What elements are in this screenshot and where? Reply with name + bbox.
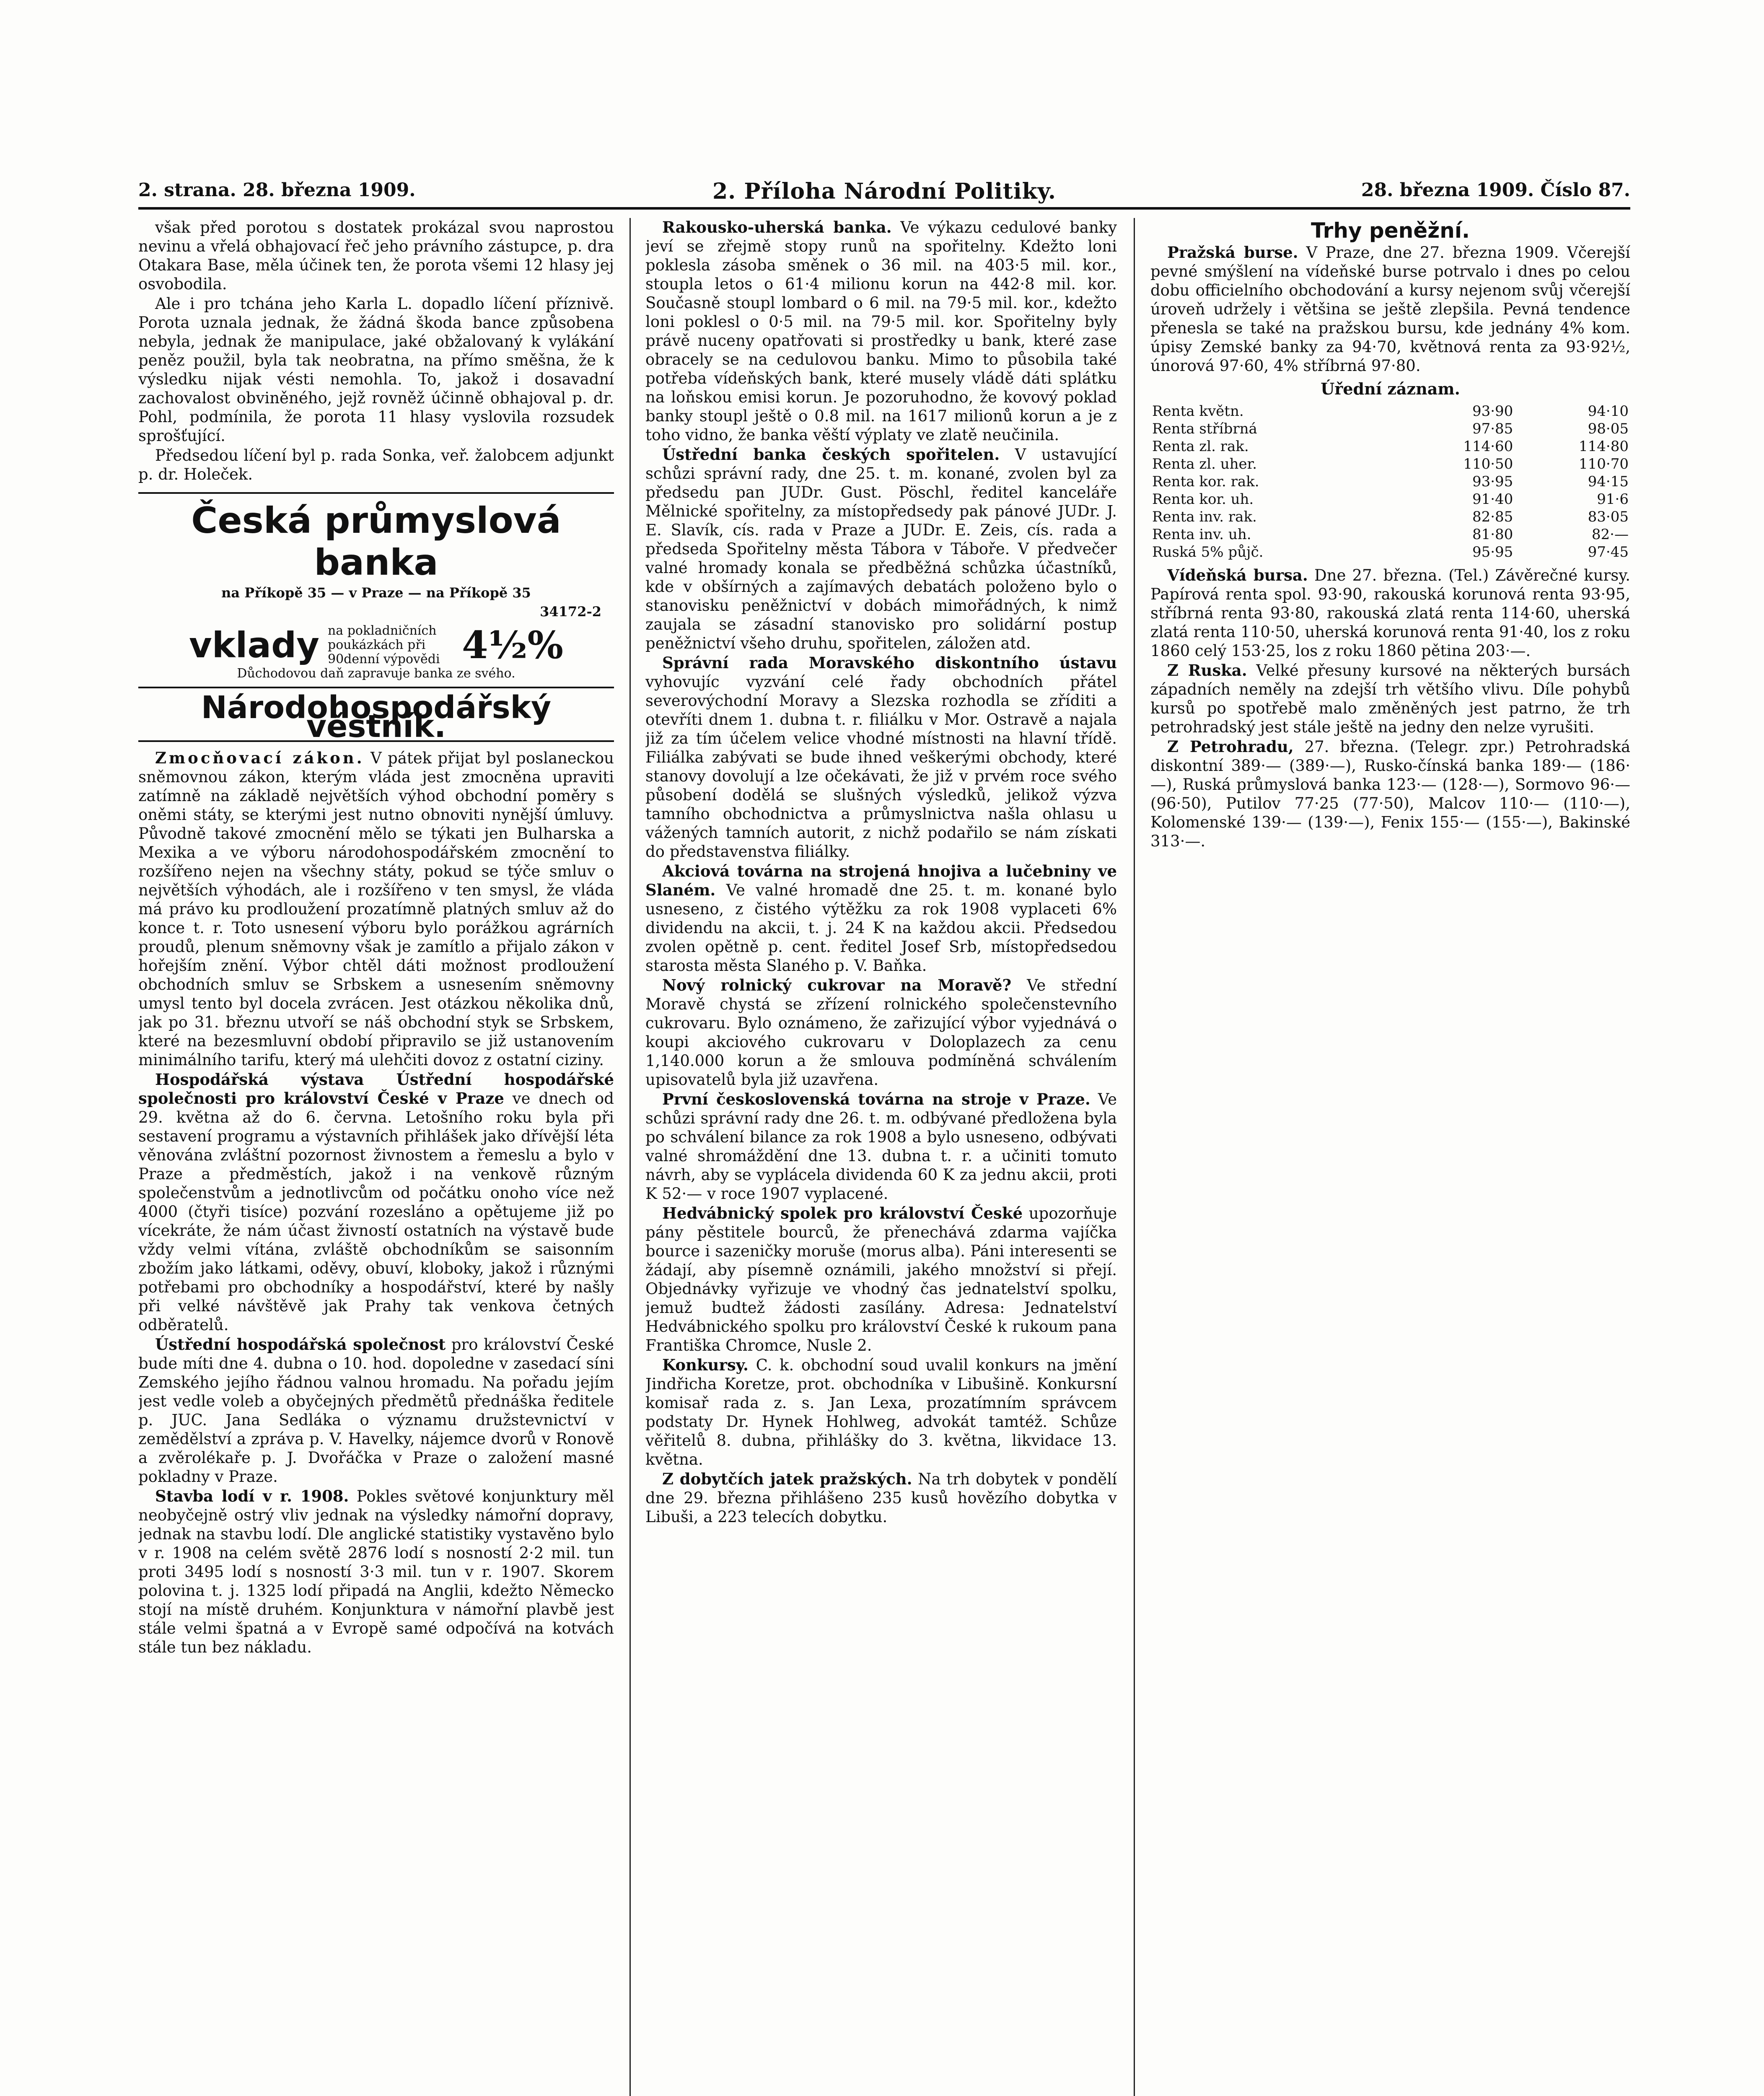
article-heading: Zmocňovací zákon. — [155, 749, 365, 767]
article-paragraph: V Praze, dne 27. března 1909. Včerejší pevné smýšlení na vídeňské burse potrvalo i dnes po celou dobu officielního obchodování a kursy nejenom svůj včerejší úroveň udržely i většina se ještě zlepšila. Pevná tendence přenesla se také na pražskou bursu, kde jednány 4% kom. úpisy Zemské banky za 94·70, květnová renta za 93·92½, únorová 97·60, 4% stříbrná 97·80. — [1150, 244, 1630, 375]
article-heading: Z Ruska. — [1167, 661, 1247, 680]
article-heading: Ústřední hospodářská společnost — [155, 1335, 446, 1354]
article-heading: Správní rada Moravského diskontního ústavu — [662, 654, 1117, 672]
quote-bid: 110·50 — [1463, 456, 1513, 472]
article-heading: První československá továrna na stroje v Praze. — [662, 1090, 1091, 1108]
quote-ask: 97·45 — [1588, 544, 1629, 560]
issue-date-number: 28. března 1909. Číslo 87. — [1361, 179, 1630, 201]
quote-name: Renta stříbrná — [1152, 420, 1257, 437]
article-paragraph: Na trh dobytek v pondělí dne 29. března přihlášeno 235 kusů hovězího dobytka v Libuši, a 223 telecích dobytku. — [645, 1470, 1117, 1526]
column-3 — [1150, 218, 1630, 2096]
article-paragraph: Dne 27. března. (Tel.) Závěrečné kursy. Papírová renta spol. 93·90, rakouská korunová renta 93·95, stříbrná renta 93·80, rakouská zlatá renta 114·60, uherská zlatá renta 110·50, uherská korunová renta 91·40, los z roku 1860 celý 153·25, los z roku 1860 pětina 203·—. — [1150, 566, 1630, 660]
quote-ask: 94·10 — [1588, 403, 1629, 420]
article-paragraph: Předsedou líčení byl p. rada Sonka, veř. žalobcem adjunkt p. dr. Holeček. — [138, 446, 614, 483]
bank-advertisement — [138, 492, 614, 688]
page-header — [138, 176, 1630, 210]
quote-bid: 114·60 — [1463, 438, 1513, 455]
article-paragraph: Velké přesuny kursové na některých bursách západních neměly na zdejší trh většího vlivu. Díle pohybů kursů po spotřebě malo změněných jest patrno, že trh petrohradský jest stále ještě na jedny den nelze vyrušiti. — [1150, 661, 1630, 736]
quote-ask: 110·70 — [1579, 456, 1629, 472]
column-rule — [629, 218, 631, 2096]
article-paragraph: Pokles světové konjunktury měl neobyčejně ostrý vliv jednak na výsledky námořní dopravy, jednak na stavbu lodí. Dle anglické statistiky vystavěno bylo v r. 1908 na celém světě 2876 lodí s nosností 2·2 mil. tun proti 3495 lodí s nosností 3·3 mil. tun v r. 1907. Skorem polovina t. j. 1325 lodí připadá na Anglii, kdežto Německo stojí na místě druhém. Konjunktura v námořní plavbě jest stále velmi špatná a v Evropě samé odpočívá na kotvách stále tun bez nákladu. — [138, 1487, 614, 1656]
article-paragraph: Ale i pro tchána jeho Karla L. dopadlo líčení příznivě. Porota uznala jednak, že žádná škoda bance způsobena nebyla, jednak že manipulace, jaké obžalovaný k vylákání peněz použil, byla tak neobratna, na přímo směšna, že k výsledku nijak vésti nemohla. To, jakož i dosavadní zachovalost obviněného, jejž rovněž účinně obhajoval p. dr. Pohl, podmínila, že porota 11 hlasy vyslovila rozsudek sprošťující. — [138, 295, 614, 445]
section-title: Národohospodářský věstník. — [138, 698, 614, 742]
quote-row — [1150, 455, 1630, 473]
quote-ask: 94·15 — [1588, 473, 1629, 490]
column-1 — [138, 218, 614, 2096]
article-heading: Konkursy. — [662, 1356, 749, 1374]
quote-bid: 81·80 — [1472, 526, 1513, 543]
quote-ask: 98·05 — [1588, 420, 1629, 437]
quote-row — [1150, 490, 1630, 508]
article-paragraph: Ve výkazu cedulové banky jeví se zřejmě stopy runů na spořitelny. Kdežto loni poklesla zásoba směnek o 36 mil. na 403·5 mil. kor., stoupla letos o 61·4 milionu korun na 442·8 mil. kor. Současně stoupl lombard o 6 mil. na 79·5 mil. kor., kdežto loni poklesl o 0·5 mil. na 79·5 mil. kor. Spořitelny byly právě nuceny opatřovati si prostředky u bank, které zase obracely se na cedulovou banku. Mimo to působila také potřeba vídeňských bank, které musely vládě dáti splátku na loňskou emisi korun. Je pozoruhodno, že kovový poklad banky stoupl ještě o 0.8 mil. na 1617 milionů korun a je z toho vidno, že banka věští výplaty ve zlatě neučinila. — [645, 218, 1117, 444]
article-paragraph: V pátek přijat byl poslaneckou sněmovnou zákon, kterým vláda jest zmocněna upraviti zatímně na základě největších výhod obchodní poměry s oněmi státy, se kterými jest nutno obnoviti nynější úmluvy. Původně takové zmocnění mělo se týkati jen Bulharska a Mexika a ve výboru národohospodářském zmocnění to rozšířeno nejen na všechny státy, pokud se týče smluv o největších výhodách, ale i rozšířeno v ten smysl, že vláda má právo ku prodloužení prozatímně platných smluv až do konce t. r. Toto usnesení výboru bylo porážkou agrárních proudů, plenum sněmovny však je zamítlo a přijalo zákon v hořejším znění. Výbor chtěl dáti možnost prodloužení obchodních smluv se Srbskem a usnesením sněmovny umysl tento byl docela zvrácen. Jest otázkou několika dnů, jak po 31. březnu utvoří se náš obchodní styk se Srbskem, které na bezesmluvní období připravilo se již ustanovením minimálního tarifu, který má ulehčiti dovoz z ostatní ciziny. — [138, 749, 614, 1069]
quote-name: Renta inv. uh. — [1152, 526, 1251, 543]
quote-bid: 82·85 — [1472, 508, 1513, 525]
quote-name: Renta květn. — [1152, 403, 1244, 420]
article-heading: Akciová továrna na strojená hnojiva a lučebniny ve Slaném. — [645, 862, 1117, 899]
bank-interest-rate: 4½% — [461, 623, 563, 667]
quotes-table — [1150, 402, 1630, 561]
article-paragraph: V ustavující schůzi správní rady, dne 25. t. m. konané, zvolen byl za předsedu pan JUDr. Gust. Pöschl, ředitel kanceláře Mělnické spořitelny, za místopředsedy pak pánové JUDr. J. E. Slavík, cís. rada v Praze a JUDr. E. Zeis, cís. rada a předseda Spořitelny města Tábora v Táboře. V předvečer valné hromady konala se předběžná schůzka účastníků, kde v obšírných a zajímavých debatách položeno bylo o stanovisku peněžnictví v dobách mimořádných, k nimž zaujala se zásadní stanovisko pro solidární postup peněžnictví všeho druhu, spořitelen, záložen atd. — [645, 446, 1117, 652]
article-heading: Nový rolnický cukrovar na Moravě? — [662, 976, 1012, 994]
article-heading: Pražská burse. — [1167, 243, 1298, 262]
quote-row — [1150, 473, 1630, 490]
quote-row — [1150, 526, 1630, 543]
bank-deposit-note: na pokladničních poukázkách při 90denní výpovědi — [327, 623, 440, 667]
quote-name: Renta inv. rak. — [1152, 508, 1257, 525]
newspaper-page — [138, 176, 1630, 2096]
article-paragraph: C. k. obchodní soud uvalil konkurs na jmění Jindřicha Koretze, prot. obchodníka v Libušině. Konkursní komisař rada z. s. Jan Lexa, prozatímním správcem podstaty Dr. Hynek Hohlweg, advokát tamtéž. Schůze věřitelů 8. dubna, přihlášky do 3. května, likvidace 13. května. — [645, 1356, 1117, 1468]
quote-bid: 97·85 — [1472, 420, 1513, 437]
article-paragraph: pro království České bude míti dne 4. dubna o 10. hod. dopoledne v zasedací síni Zemského jejího řádnou valnou hromadu. Na pořadu jejím jest vedle voleb a obyčejných předmětů přednáška ředitele p. JUC. Jana Sedláka o významu družstevnictví v zemědělství a zpráva p. V. Havelky, nájemce dvorů v Ronově a zvěrolékaře p. J. Dvořáčka v Praze o založení masné pokladny v Praze. — [138, 1336, 614, 1486]
article-heading: Vídeňská bursa. — [1167, 566, 1308, 584]
quote-name: Renta zl. uher. — [1152, 456, 1257, 472]
article-heading: Ústřední banka českých spořitelen. — [662, 445, 1000, 464]
bank-address: na Příkopě 35 — v Praze — na Příkopě 35 — [221, 585, 531, 601]
bank-deposits-label: vklady — [189, 624, 319, 666]
quote-name: Ruská 5% půjč. — [1152, 544, 1264, 560]
article-heading: Hospodářská výstava Ústřední hospodářské společnosti pro království České v Praze — [138, 1070, 614, 1108]
article-heading: Hedvábnický spolek pro království České — [662, 1204, 1023, 1222]
bank-name: Česká průmyslová banka — [191, 500, 561, 584]
quote-bid: 95·95 — [1472, 544, 1513, 560]
quote-name: Renta kor. rak. — [1152, 473, 1259, 490]
quote-ask: 91·6 — [1597, 491, 1629, 508]
article-paragraph: 27. března. (Telegr. zpr.) Petrohradská diskontní 389·— (389·—), Rusko-čínská banka 189·— (186·—), Ruská průmyslová banka 123·— (128·—), Sormovo 96·— (96·50), Putilov 77·25 (77·50), Malcov 110·— (110·—), Kolomenské 139·— (139·—), Fenix 155·— (155·—), Bakinské 313·—. — [1150, 738, 1630, 850]
quote-row — [1150, 543, 1630, 561]
article-paragraph: upozorňuje pány pěstitele bourců, že přenechává zdarma vajíčka bource i sazeničky moruše (morus alba). Páni interesenti se žádají, aby písemně oznámili, jakého množství si přejí. Objednávky vyřizuje ve vhodný čas jednatelství spolku, jemuž budtež žádosti zasílány. Adresa: Jednatelství Hedvábnického spolku pro království České k rukoum pana Františka Chromce, Nusle 2. — [645, 1204, 1117, 1354]
article-heading: Stavba lodí v r. 1908. — [155, 1487, 349, 1505]
article-heading: Rakousko-uherská banka. — [662, 218, 892, 236]
quote-row — [1150, 402, 1630, 420]
quote-ask: 82·— — [1591, 526, 1629, 543]
quote-ask: 114·80 — [1579, 438, 1629, 455]
article-paragraph: Ve schůzi správní rady dne 26. t. m. odbývané předložena byla po schválení bilance za rok 1908 a bylo usneseno, odbývati valné shromáždění dne 13. dubna t. r. a učiniti tomuto návrh, aby se vyplácela dividenda 60 K za jednu akcii, proti K 52·— v roce 1907 vyplacené. — [645, 1090, 1117, 1203]
quote-bid: 91·40 — [1472, 491, 1513, 508]
quote-name: Renta zl. rak. — [1152, 438, 1249, 455]
publication-title: 2. Příloha Národní Politiky. — [712, 179, 1057, 204]
article-heading: Z Petrohradu, — [1167, 737, 1294, 756]
column-rule — [1134, 218, 1135, 2096]
quote-bid: 93·95 — [1472, 473, 1513, 490]
quote-row — [1150, 508, 1630, 526]
bank-tax-note: Důchodovou daň zapravuje banka ze svého. — [237, 666, 515, 681]
article-paragraph: ve dnech od 29. května až do 6. června. Letošního roku byla při sestavení programu a výstavních přihlášek jako dřívější léta věnována zvláštní pozornost živnostem a řemeslu a bylo v Praze a předměstích, jakož i na venkově různým společenstvům a jednotlivcům od počátku onoho více než 4000 (čtyři tisíce) pozvání rozesláno a opětujeme již po vícekráte, že nám účast živností ostatních na výstavě bude vždy velmi vítána, zvláště obchodníkům se saisonním zbožím jako látkami, oděvy, obuví, kloboky, jakož i různými potřebami pro obchodníky a hospodářství, které by našly při velké návštěvě jak Prahy tak venkova četných odběratelů. — [138, 1090, 614, 1334]
quotes-title: Úřední záznam. — [1321, 379, 1460, 398]
article-paragraph: vyhovujíc vyzvání celé řady obchodních přátel severovýchodní Moravy a Slezska rozhodla se zříditi a otevříti dnem 1. dubna t. r. filiálku v Mor. Ostravě a najala již za tím účelem velice vhodné místnosti na hlavní třídě. Filiálka zabývati se bude ihned veškerými obchody, které stanovy dovolují a lze očekávati, že již v prvém roce svého působení dodělá se slušných výsledků, jelikož výzva tamního obchodnictva a průmyslnictva našla ohlasu u vážených tamních autorit, z nichž podařilo se nám získati do představenstva filiálky. — [645, 673, 1117, 861]
column-title: Trhy peněžní. — [1311, 218, 1470, 243]
quote-row — [1150, 420, 1630, 438]
article-heading: Z dobytčích jatek pražských. — [662, 1470, 912, 1488]
column-2 — [645, 218, 1117, 2096]
quote-bid: 93·90 — [1472, 403, 1513, 420]
bank-reference: 34172-2 — [540, 604, 601, 620]
bank-deposit-row — [138, 624, 614, 667]
article-paragraph: Ve střední Moravě chystá se zřízení rolnického společenstevního cukrovaru. Bylo oznámeno, že zařizující výbor vyjednává o koupi akciového cukrovaru v Doloplazech za cenu 1,140.000 korun a že smlouva podmíněná schválením upisovatelů byla již uzavřena. — [645, 976, 1117, 1089]
article-paragraph: však před porotou s dostatek prokázal svou naprostou nevinu a vřelá obhajovací řeč jeho právního zástupce, p. dra Otakara Base, měla účinek ten, že porota všemi 12 hlasy jej osvobodila. — [138, 218, 614, 293]
quote-row — [1150, 438, 1630, 455]
quote-name: Renta kor. uh. — [1152, 491, 1254, 508]
article-paragraph: Ve valné hromadě dne 25. t. m. konané bylo usneseno, z čistého výtěžku za rok 1908 vyplaceti 6% dividendu na akcii, t. j. 24 K na každou akcii. Předsedou zvolen opětně p. cent. ředitel Josef Srb, místopředsedou starosta města Slaného p. V. Baňka. — [645, 881, 1117, 975]
quote-ask: 83·05 — [1588, 508, 1629, 525]
page-number-date: 2. strana. 28. března 1909. — [138, 179, 416, 201]
